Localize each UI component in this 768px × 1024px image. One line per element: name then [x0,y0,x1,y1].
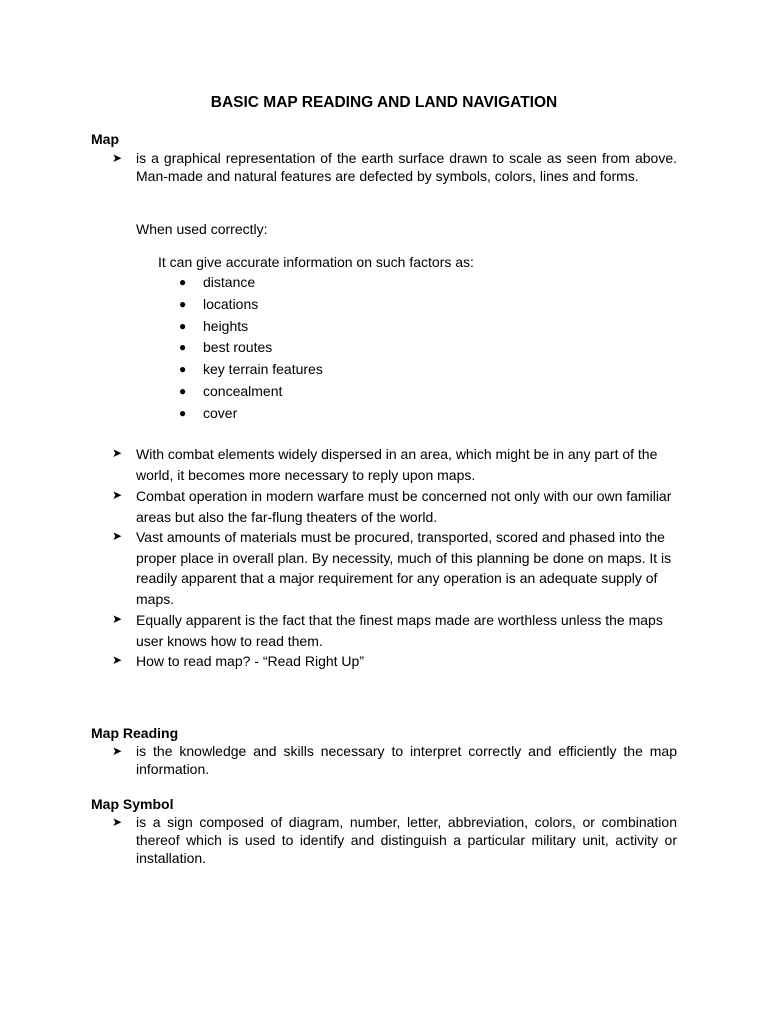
section-heading-map-symbol: Map Symbol [91,796,174,812]
arrow-bullet-icon: ➤ [112,653,123,667]
arrow-bullet-icon: ➤ [112,151,123,165]
bullet-dot-icon: ● [179,275,187,289]
when-used-text: When used correctly: [136,221,268,237]
arrow-bullet-icon: ➤ [112,529,123,543]
arrow-bullet-icon: ➤ [112,744,123,758]
map-symbol-definition: is a sign composed of diagram, number, letter, abbreviation, colors, or combination thereof which is used to identify and distinguish a particular military unit, activity or installation. [136,814,677,866]
bullet-dot-icon: ● [179,340,187,354]
list-item: cover [203,405,238,421]
map-point: How to read map? - “Read Right Up” [136,653,364,669]
document-title: BASIC MAP READING AND LAND NAVIGATION [210,94,558,111]
list-item: concealment [203,383,283,399]
list-item: locations [203,296,259,312]
arrow-bullet-icon: ➤ [112,815,123,829]
arrow-bullet-icon: ➤ [112,446,123,460]
list-item: distance [203,274,256,290]
map-definition: is a graphical representation of the earth surface drawn to scale as seen from above. Man-made and natural features are defected by symbols, colors, lines and forms. [136,150,677,184]
list-item: heights [203,318,249,334]
bullet-dot-icon: ● [179,362,187,376]
map-point: With combat elements widely dispersed in an area, which might be in any part of the world, it becomes more necessary to reply upon maps. [136,446,658,483]
map-reading-definition: is the knowledge and skills necessary to interpret correctly and efficiently the map information. [136,743,677,777]
arrow-bullet-icon: ➤ [112,612,123,626]
arrow-bullet-icon: ➤ [112,488,123,502]
section-heading-map: Map [91,131,119,147]
bullet-dot-icon: ● [179,319,187,333]
bullet-dot-icon: ● [179,406,187,420]
list-item: key terrain features [203,361,323,377]
list-item: best routes [203,339,273,355]
section-heading-map-reading: Map Reading [91,725,179,741]
map-point: Equally apparent is the fact that the finest maps made are worthless unless the maps user knows how to read them. [136,612,663,649]
bullet-dot-icon: ● [179,297,187,311]
bullet-dot-icon: ● [179,384,187,398]
map-point: Combat operation in modern warfare must be concerned not only with our own familiar areas but also the far-flung theaters of the world. [136,488,672,525]
map-point: Vast amounts of materials must be procured, transported, scored and phased into the proper place in overall plan. By necessity, much of this planning be done on maps. It is readily apparent that a major requirement for any operation is an adequate supply of maps. [136,529,672,608]
factors-intro: It can give accurate information on such factors as: [158,254,474,270]
